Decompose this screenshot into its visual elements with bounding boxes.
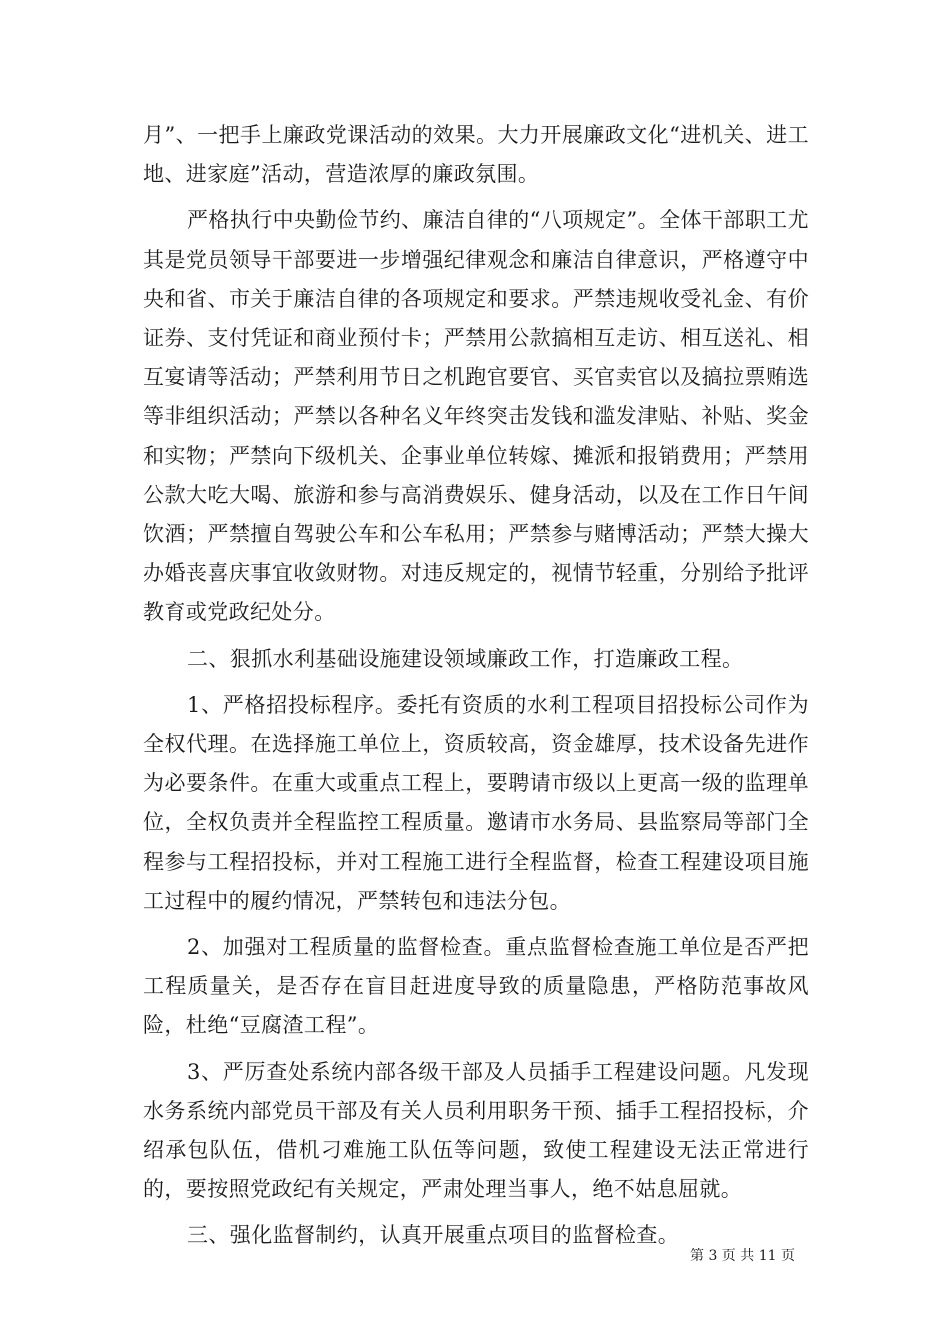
paragraph-3: 1、严格招投标程序。委托有资质的水利工程项目招投标公司作为全权代理。在选择施工单位上，资质较高，资金雄厚，技术设备先进作为必要条件。在重大或重点工程上，要聘请市级以上更高一级的监理单位，全权负责并全程监控工程质量。邀请市水务局、县监察局等部门全程参与工程招投标，并对工程施工进行全程监督，检查工程建设项目施工过程中的履约情况，严禁转包和违法分包。 <box>143 692 809 913</box>
paragraph-2: 严格执行中央勤俭节约、廉洁自律的“八项规定”。全体干部职工尤其是党员领导干部要进一步增强纪律观念和廉洁自律意识，严格遵守中央和省、市关于廉洁自律的各项规定和要求。严禁违规收受礼金、有价证券、支付凭证和商业预付卡；严禁用公款搞相互走访、相互送礼、相互宴请等活动；严禁利用节日之机跑官要官、买官卖官以及搞拉票贿选等非组织活动；严禁以各种名义年终突击发钱和滥发津贴、补贴、奖金和实物；严禁向下级机关、企事业单位转嫁、摊派和报销费用；严禁用公款大吃大喝、旅游和参与高消费娱乐、健身活动，以及在工作日午间饮酒；严禁擅自驾驶公车和公车私用；严禁参与赌博活动；严禁大操大办婚丧喜庆事宜收敛财物。对违反规定的，视情节轻重，分别给予批评教育或党政纪处分。 <box>143 208 809 625</box>
paragraph-1: 月”、一把手上廉政党课活动的效果。大力开展廉政文化“进机关、进工地、进家庭”活动，营造浓厚的廉政氛围。 <box>143 123 809 187</box>
section-heading-2: 二、狠抓水利基础设施建设领域廉政工作，打造廉政工程。 <box>187 646 744 671</box>
document-body <box>143 116 809 1256</box>
paragraph-4: 2、加强对工程质量的监督检查。重点监督检查施工单位是否严把工程质量关，是否存在盲目赶进度导致的质量隐患，严格防范事故风险，杜绝“豆腐渣工程”。 <box>143 935 809 1038</box>
page-footer: 第 3 页 共 11 页 <box>690 1248 795 1264</box>
section-heading-3: 三、强化监督制约，认真开展重点项目的监督检查。 <box>187 1223 680 1248</box>
paragraph-5: 3、严厉查处系统内部各级干部及人员插手工程建设问题。凡发现水务系统内部党员干部及有关人员利用职务干预、插手工程招投标，介绍承包队伍，借机刁难施工队伍等问题，致使工程建设无法正常进行的，要按照党政纪有关规定，严肃处理当事人，绝不姑息屈就。 <box>143 1059 809 1202</box>
